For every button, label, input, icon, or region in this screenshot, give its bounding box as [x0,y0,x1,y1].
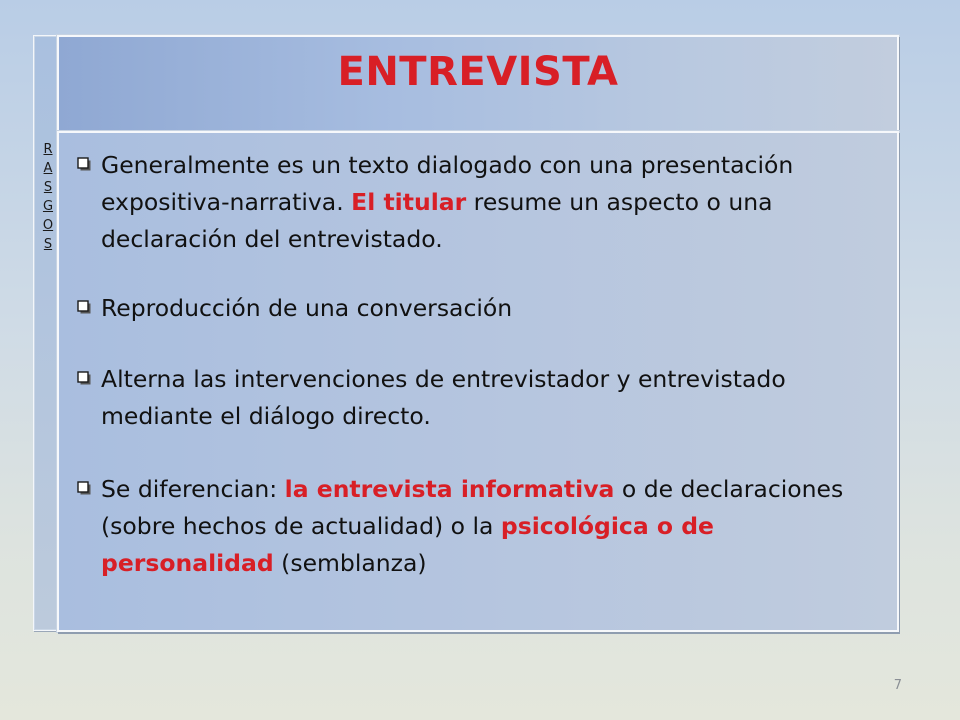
bullet-item-2 [73,290,889,327]
bullet-text: o de declaraciones (sobre hechos de actualidad) o la [101,475,844,540]
side-letter: R [43,142,53,157]
bullet-item-3 [73,361,889,435]
side-letter: A [43,161,53,176]
bullet-text: Se diferencian: [101,475,285,503]
bullet-text: (semblanza) [273,549,427,577]
bullet-highlight: psicológica o de personalidad [101,512,714,577]
side-letter: O [42,218,54,233]
checkbox-square-icon [77,157,92,172]
bullet-highlight: El titular [351,188,467,216]
bullet-text: Reproducción de una conversación [101,294,513,322]
bullet-item-4 [73,471,889,582]
slide-title: ENTREVISTA [337,49,619,95]
page-number: 7 [893,678,902,693]
bullet-text: Generalmente es un texto dialogado con una presentación expositiva-narrativa. [101,151,794,216]
content-box [57,131,899,632]
bullet-item-1 [73,147,889,258]
bullet-highlight: la entrevista informativa [284,475,615,503]
side-letter: S [43,237,53,252]
checkbox-square-icon [77,300,92,315]
side-letter: S [43,180,53,195]
bullet-text: Alterna las intervenciones de entrevistador y entrevistado mediante el diálogo directo. [101,365,786,430]
checkbox-square-icon [77,481,92,496]
bullet-text: resume un aspecto o una declaración del entrevistado. [101,188,773,253]
bullet-list [73,147,889,582]
checkbox-square-icon [77,371,92,386]
side-letter: G [42,199,54,214]
title-box [57,35,899,135]
